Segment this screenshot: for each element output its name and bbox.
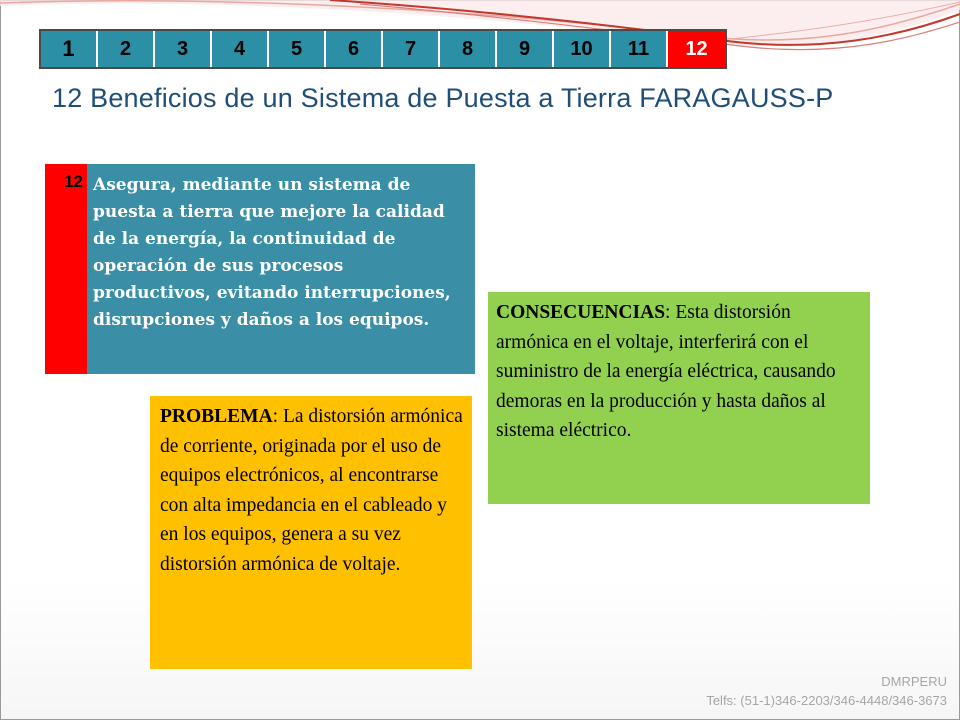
nav-item-1[interactable]: 1: [41, 31, 98, 67]
nav-item-3[interactable]: 3: [155, 31, 212, 67]
footer-phones: Telfs: (51-1)346-2203/346-4448/346-3673: [706, 693, 947, 708]
nav-item-9[interactable]: 9: [497, 31, 554, 67]
benefit-text: Asegura, mediante un sistema de puesta a tierra que mejore la calidad de la energía, la continuidad de operación de sus procesos productivos, evitando interrupciones, disrupciones y daños a los equipos.: [87, 164, 475, 374]
nav-item-8[interactable]: 8: [440, 31, 497, 67]
nav-item-6[interactable]: 6: [326, 31, 383, 67]
slide-number-nav: [39, 29, 727, 69]
benefit-card: [45, 164, 475, 374]
problem-heading: PROBLEMA: [160, 406, 273, 427]
page-title: 12 Beneficios de un Sistema de Puesta a Tierra FARAGAUSS-P: [52, 83, 834, 113]
nav-item-12[interactable]: 12: [668, 31, 725, 67]
benefit-number: 12: [45, 164, 87, 374]
nav-item-2[interactable]: 2: [98, 31, 155, 67]
nav-item-10[interactable]: 10: [554, 31, 611, 67]
nav-item-4[interactable]: 4: [212, 31, 269, 67]
consequences-heading: CONSECUENCIAS: [496, 302, 666, 323]
nav-item-7[interactable]: 7: [383, 31, 440, 67]
footer-company: DMRPERU: [881, 674, 947, 689]
nav-item-5[interactable]: 5: [269, 31, 326, 67]
consequences-text: : Esta distorsión armónica en el voltaje, interferirá con el suministro de la energía eléctrica, causando demoras en la producción y hasta daños al sistema eléctrico.: [496, 302, 836, 441]
nav-item-11[interactable]: 11: [611, 31, 668, 67]
problem-box: [150, 396, 472, 669]
consequences-box: [488, 292, 870, 504]
problem-text: : La distorsión armónica de corriente, originada por el uso de equipos electrónicos, al encontrarse con alta impedancia en el cableado y en los equipos, genera a su vez distorsión armónica de voltaje.: [160, 406, 463, 575]
